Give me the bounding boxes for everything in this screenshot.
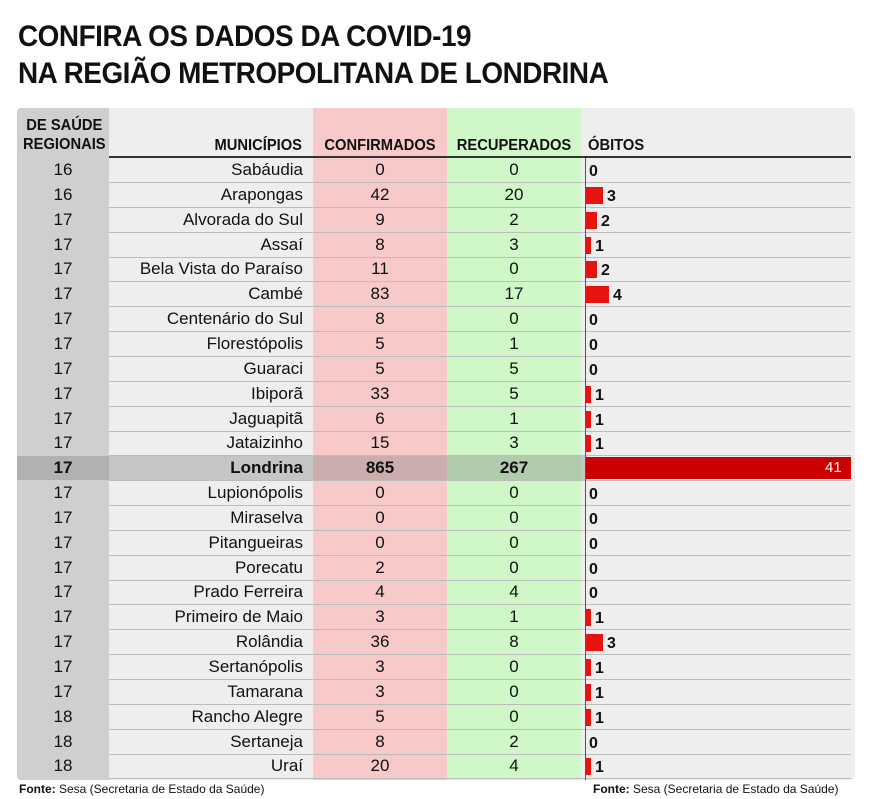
table-row	[17, 233, 855, 258]
cell-regional: 17	[53, 681, 73, 701]
cell-confirmados: 5	[375, 358, 385, 378]
cell-municipio: Ibiporã	[251, 383, 303, 403]
title-line-1: CONFIRA OS DADOS DA COVID-19	[18, 20, 472, 53]
cell-recuperados: 0	[509, 706, 519, 726]
cell-regional: 17	[53, 657, 73, 676]
cell-municipio: Prado Ferreira	[193, 582, 303, 602]
cell-recuperados: 1	[509, 408, 519, 428]
cell-recuperados: 4	[509, 582, 519, 602]
table-row	[17, 655, 855, 680]
cell-confirmados: 3	[375, 681, 385, 701]
source-label: Fonte:	[19, 782, 56, 796]
cell-regional: 17	[53, 209, 73, 229]
obitos-value: 0	[589, 535, 598, 553]
cell-confirmados: 11	[371, 259, 389, 279]
obitos-value: 0	[589, 560, 598, 578]
cell-recuperados: 0	[509, 557, 519, 577]
cell-regional: 17	[53, 309, 73, 329]
obitos-value: 0	[589, 510, 598, 528]
table-row	[17, 630, 855, 655]
header-confirmados: CONFIRMADOS	[324, 137, 436, 154]
obitos-value: 2	[601, 262, 610, 280]
cell-regional: 18	[53, 756, 73, 776]
obitos-value: 3	[607, 635, 616, 653]
table-row	[17, 556, 855, 581]
obitos-bar	[586, 634, 603, 651]
cell-municipio: Assaí	[260, 234, 303, 254]
cell-regional: 17	[53, 507, 73, 527]
table-row	[17, 382, 855, 407]
cell-confirmados: 5	[375, 333, 385, 353]
obitos-value: 0	[589, 312, 598, 330]
cell-confirmados: 3	[375, 657, 385, 676]
cell-regional: 17	[53, 259, 73, 279]
cell-confirmados: 865	[365, 458, 395, 478]
cell-municipio: Rancho Alegre	[191, 706, 303, 726]
cell-confirmados: 42	[370, 184, 390, 204]
table-row	[17, 580, 855, 605]
obitos-bar	[586, 659, 591, 676]
table-row	[17, 158, 855, 183]
cell-recuperados: 4	[509, 756, 519, 776]
cell-regional: 16	[53, 160, 73, 179]
obitos-value: 41	[825, 459, 842, 477]
cell-regional: 17	[53, 632, 73, 652]
cell-recuperados: 0	[509, 259, 519, 279]
header-recuperados: RECUPERADOS	[456, 137, 572, 154]
source-label: Fonte:	[593, 782, 630, 796]
obitos-value: 1	[595, 684, 604, 702]
cell-municipio: Miraselva	[230, 507, 303, 527]
obitos-bar	[586, 237, 591, 254]
cell-regional: 17	[53, 433, 73, 453]
cell-confirmados: 0	[375, 483, 385, 503]
obitos-value: 1	[595, 411, 604, 429]
obitos-bar	[586, 286, 609, 303]
cell-recuperados: 0	[509, 681, 519, 701]
cell-recuperados: 267	[499, 458, 529, 478]
source-text: Sesa (Secretaria de Estado da Saúde)	[59, 782, 265, 796]
obitos-value: 1	[595, 709, 604, 727]
cell-recuperados: 3	[509, 234, 519, 254]
cell-municipio: Tamarana	[227, 681, 303, 701]
header-obitos: ÓBITOS	[588, 137, 645, 154]
obitos-value: 3	[607, 187, 616, 205]
table-row	[17, 431, 855, 456]
cell-recuperados: 3	[509, 433, 519, 453]
cell-confirmados: 20	[370, 756, 390, 776]
cell-municipio: Sabáudia	[231, 160, 303, 179]
table-row	[17, 481, 855, 506]
cell-municipio: Bela Vista do Paraíso	[139, 259, 303, 279]
cell-confirmados: 0	[375, 160, 385, 179]
cell-regional: 17	[53, 408, 73, 428]
cell-confirmados: 4	[375, 582, 385, 602]
obitos-value: 2	[601, 212, 610, 230]
page-title	[18, 18, 608, 92]
cell-confirmados: 83	[370, 284, 390, 304]
cell-recuperados: 0	[509, 160, 519, 179]
source-left	[19, 782, 264, 796]
obitos-bar	[586, 709, 591, 726]
cell-confirmados: 8	[375, 309, 385, 329]
cell-recuperados: 0	[509, 483, 519, 503]
table-row	[17, 605, 855, 630]
obitos-bar	[586, 411, 591, 428]
cell-confirmados: 3	[375, 607, 385, 627]
obitos-value: 0	[589, 163, 598, 180]
cell-recuperados: 2	[509, 731, 519, 751]
source-right	[593, 782, 838, 796]
obitos-value: 1	[595, 759, 604, 777]
cell-municipio: Guaraci	[243, 358, 303, 378]
obitos-bar	[586, 386, 591, 403]
obitos-bar	[586, 435, 591, 452]
cell-recuperados: 1	[509, 333, 519, 353]
cell-recuperados: 5	[509, 358, 519, 378]
obitos-bar	[586, 261, 597, 278]
cell-municipio: Rolândia	[235, 632, 303, 652]
obitos-value: 0	[589, 486, 598, 504]
cell-municipio: Cambé	[248, 284, 303, 304]
row-divider	[109, 778, 851, 779]
cell-recuperados: 20	[504, 184, 524, 204]
table-row	[17, 506, 855, 531]
cell-recuperados: 8	[509, 632, 519, 652]
cell-regional: 17	[53, 582, 73, 602]
cell-municipio: Florestópolis	[206, 333, 303, 353]
cell-municipio: Sertaneja	[230, 731, 303, 751]
obitos-value: 4	[613, 287, 622, 305]
table-row	[17, 705, 855, 730]
cell-regional: 17	[53, 557, 73, 577]
cell-municipio: Primeiro de Maio	[174, 607, 303, 627]
obitos-value: 1	[595, 436, 604, 454]
cell-regional: 17	[53, 458, 73, 478]
cell-municipio: Jaguapitã	[229, 408, 303, 428]
cell-confirmados: 9	[375, 209, 385, 229]
cell-municipio: Londrina	[230, 458, 303, 478]
table-row	[17, 307, 855, 332]
cell-municipio: Alvorada do Sul	[182, 209, 303, 229]
cell-municipio: Centenário do Sul	[166, 309, 303, 329]
cell-municipio: Lupionópolis	[207, 483, 303, 503]
table-row	[17, 730, 855, 755]
header-regionais	[22, 116, 107, 154]
cell-regional: 18	[53, 706, 73, 726]
cell-confirmados: 8	[375, 731, 385, 751]
obitos-value: 1	[595, 610, 604, 628]
obitos-bar	[586, 212, 597, 229]
cell-regional: 17	[53, 284, 73, 304]
cell-municipio: Porecatu	[234, 557, 303, 577]
cell-regional: 17	[53, 607, 73, 627]
cell-regional: 17	[53, 333, 73, 353]
cell-confirmados: 2	[375, 557, 385, 577]
table-row	[17, 680, 855, 705]
obitos-value: 0	[589, 585, 598, 603]
cell-regional: 17	[53, 383, 73, 403]
source-text: Sesa (Secretaria de Estado da Saúde)	[633, 782, 839, 796]
cell-recuperados: 0	[509, 657, 519, 676]
obitos-bar	[586, 457, 851, 479]
cell-confirmados: 15	[370, 433, 390, 453]
obitos-value: 0	[589, 734, 598, 752]
obitos-bar	[586, 187, 603, 204]
header-regionais-line-2: REGIONAIS	[23, 136, 106, 153]
cell-recuperados: 5	[509, 383, 519, 403]
cell-recuperados: 1	[509, 607, 519, 627]
header-regionais-line-1: DE SAÚDE	[26, 117, 103, 134]
cell-confirmados: 5	[375, 706, 385, 726]
cell-regional: 16	[53, 184, 73, 204]
cell-municipio: Uraí	[270, 756, 303, 776]
cell-confirmados: 8	[375, 234, 385, 254]
cell-municipio: Sertanópolis	[208, 657, 303, 676]
cell-municipio: Arapongas	[220, 184, 303, 204]
title-line-2: NA REGIÃO METROPOLITANA DE LONDRINA	[18, 57, 609, 90]
cell-confirmados: 36	[370, 632, 390, 652]
obitos-value: 0	[589, 336, 598, 354]
header-municipios: MUNICÍPIOS	[214, 137, 302, 154]
table-row	[17, 531, 855, 556]
table-row	[17, 754, 855, 779]
cell-regional: 17	[53, 483, 73, 503]
cell-municipio: Jataizinho	[226, 433, 303, 453]
cell-recuperados: 2	[509, 209, 519, 229]
cell-confirmados: 6	[375, 408, 385, 428]
cell-recuperados: 17	[504, 284, 524, 304]
cell-confirmados: 0	[375, 507, 385, 527]
cell-municipio: Pitangueiras	[208, 532, 303, 552]
cell-recuperados: 0	[509, 309, 519, 329]
table-row	[17, 183, 855, 208]
table-row	[17, 332, 855, 357]
obitos-value: 1	[595, 386, 604, 404]
obitos-bar	[586, 609, 591, 626]
table-row	[17, 357, 855, 382]
cell-recuperados: 0	[509, 532, 519, 552]
obitos-value: 0	[589, 361, 598, 379]
obitos-value: 1	[595, 660, 604, 677]
obitos-bar	[586, 758, 591, 775]
cell-confirmados: 33	[370, 383, 390, 403]
cell-recuperados: 0	[509, 507, 519, 527]
cell-regional: 17	[53, 234, 73, 254]
cell-regional: 17	[53, 358, 73, 378]
cell-regional: 17	[53, 532, 73, 552]
table-row	[17, 282, 855, 307]
table-row	[17, 208, 855, 233]
obitos-bar	[586, 684, 591, 701]
cell-regional: 18	[53, 731, 73, 751]
table-row	[17, 257, 855, 282]
obitos-value: 1	[595, 237, 604, 255]
table-row	[17, 407, 855, 432]
cell-confirmados: 0	[375, 532, 385, 552]
